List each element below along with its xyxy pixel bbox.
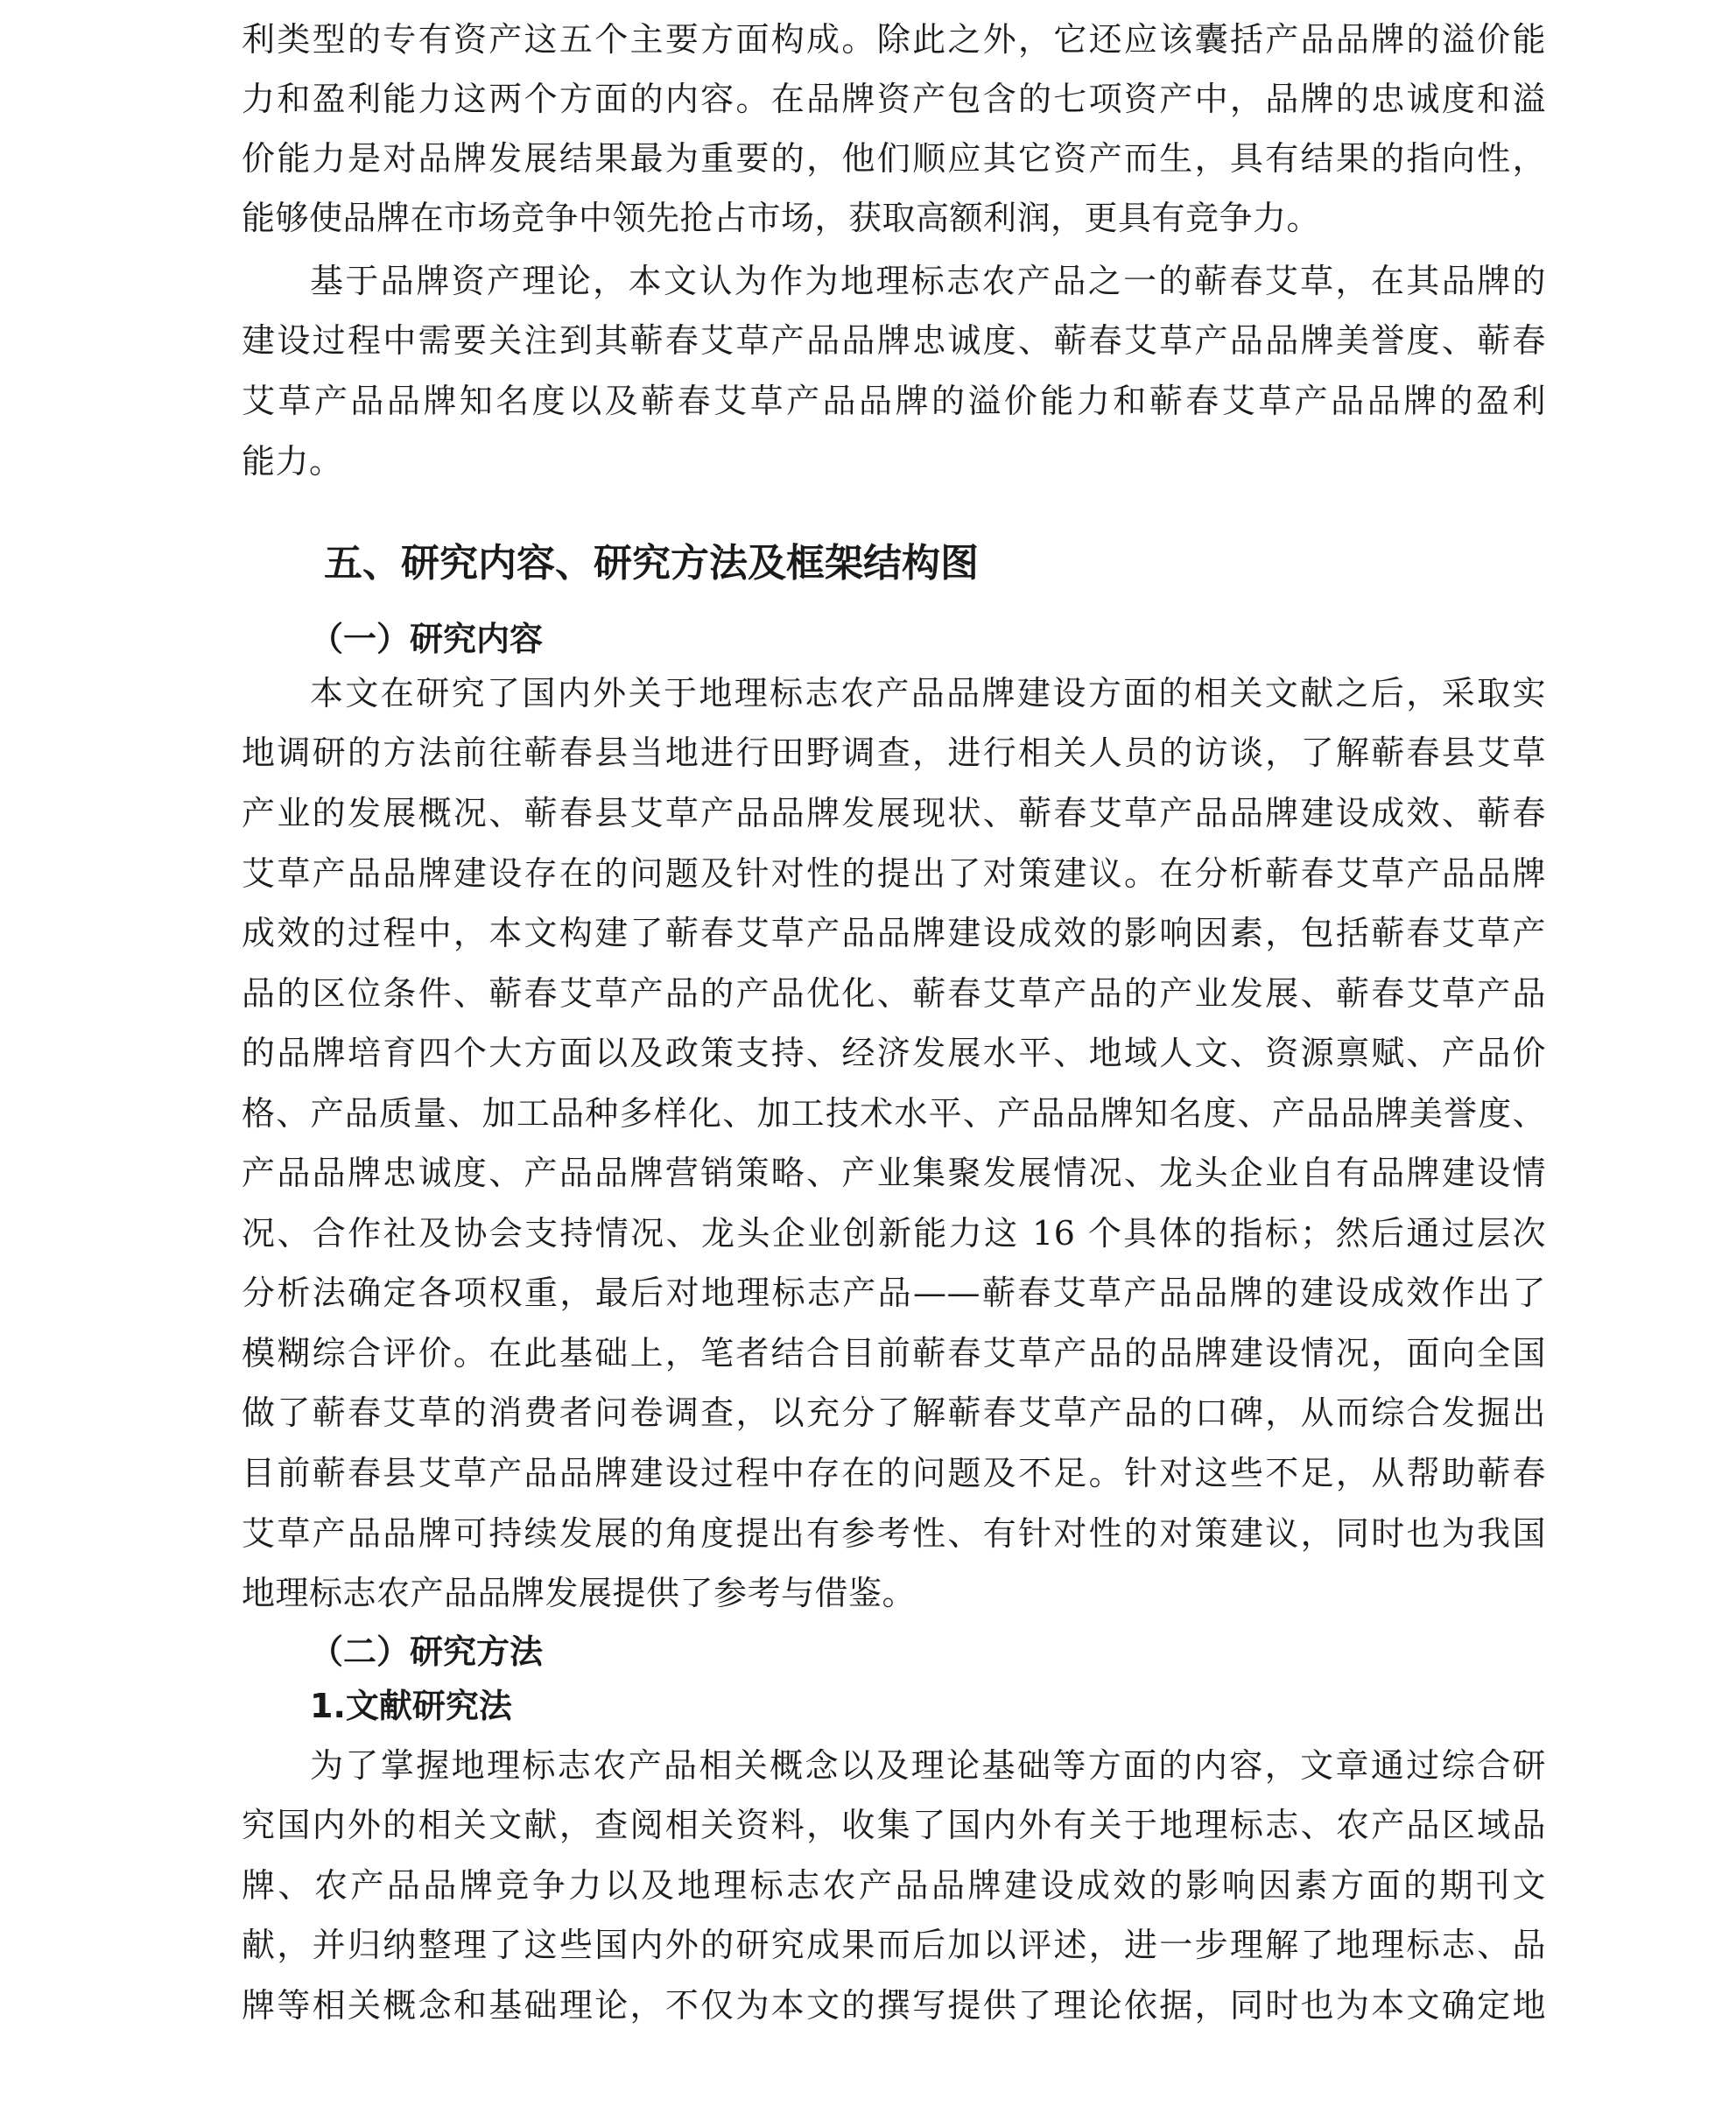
research-content-line-4: 艾草产品品牌建设存在的问题及针对性的提出了对策建议。在分析蕲春艾草产品品牌 <box>242 854 1546 893</box>
section-5-heading: 五、研究内容、研究方法及框架结构图 <box>324 541 979 586</box>
literature-method-line-1: 为了掌握地理标志农产品相关概念以及理论基础等方面的内容，文章通过综合研 <box>310 1746 1546 1785</box>
research-content-line-7: 的品牌培育四个大方面以及政策支持、经济发展水平、地域人文、资源禀赋、产品价 <box>242 1034 1546 1072</box>
research-content-line-8: 格、产品质量、加工品种多样化、加工技术水平、产品品牌知名度、产品品牌美誉度、 <box>242 1094 1546 1133</box>
subsection-research-content-heading: （一）研究内容 <box>310 620 544 658</box>
research-content-line-12: 模糊综合评价。在此基础上，笔者结合目前蕲春艾草产品的品牌建设情况，面向全国 <box>242 1334 1546 1372</box>
research-content-line-2: 地调研的方法前往蕲春县当地进行田野调查，进行相关人员的访谈，了解蕲春县艾草 <box>242 734 1546 772</box>
paragraph-1-line-4: 能够使品牌在市场竞争中领先抢占市场，获取高额利润，更具有竞争力。 <box>242 199 1321 237</box>
research-content-line-15: 艾草产品品牌可持续发展的角度提出有参考性、有针对性的对策建议，同时也为我国 <box>242 1514 1546 1553</box>
research-content-line-6: 品的区位条件、蕲春艾草产品的产品优化、蕲春艾草产品的产业发展、蕲春艾草产品 <box>242 974 1546 1013</box>
paragraph-1-line-3: 价能力是对品牌发展结果最为重要的，他们顺应其它资产而生，具有结果的指向性， <box>242 139 1546 178</box>
literature-method-line-4: 献，并归纳整理了这些国内外的研究成果而后加以评述，进一步理解了地理标志、品 <box>242 1926 1546 1964</box>
paragraph-2-line-3: 艾草产品品牌知名度以及蕲春艾草产品品牌的溢价能力和蕲春艾草产品品牌的盈利 <box>242 382 1546 420</box>
paragraph-1-line-1: 利类型的专有资产这五个主要方面构成。除此之外，它还应该囊括产品品牌的溢价能 <box>242 20 1546 59</box>
research-content-line-10: 况、合作社及协会支持情况、龙头企业创新能力这 16 个具体的指标；然后通过层次 <box>242 1214 1546 1253</box>
paragraph-1-line-2: 力和盈利能力这两个方面的内容。在品牌资产包含的七项资产中，品牌的忠诚度和溢 <box>242 80 1546 118</box>
literature-method-line-5: 牌等相关概念和基础理论，不仅为本文的撰写提供了理论依据，同时也为本文确定地 <box>242 1986 1546 2025</box>
research-content-line-14: 目前蕲春县艾草产品品牌建设过程中存在的问题及不足。针对这些不足，从帮助蕲春 <box>242 1454 1546 1492</box>
research-content-line-3: 产业的发展概况、蕲春县艾草产品品牌发展现状、蕲春艾草产品品牌建设成效、蕲春 <box>242 794 1546 832</box>
research-content-line-16: 地理标志农产品品牌发展提供了参考与借鉴。 <box>242 1574 917 1612</box>
literature-method-line-2: 究国内外的相关文献，查阅相关资料，收集了国内外有关于地理标志、农产品区域品 <box>242 1806 1546 1844</box>
research-content-line-9: 产品品牌忠诚度、产品品牌营销策略、产业集聚发展情况、龙头企业自有品牌建设情 <box>242 1154 1546 1192</box>
paragraph-2-line-2: 建设过程中需要关注到其蕲春艾草产品品牌忠诚度、蕲春艾草产品品牌美誉度、蕲春 <box>242 321 1546 360</box>
research-content-line-5: 成效的过程中，本文构建了蕲春艾草产品品牌建设成效的影响因素，包括蕲春艾草产 <box>242 914 1546 952</box>
research-content-line-11: 分析法确定各项权重，最后对地理标志产品——蕲春艾草产品品牌的建设成效作出了 <box>242 1274 1546 1312</box>
subsection-research-methods-heading: （二）研究方法 <box>310 1632 544 1671</box>
literature-method-line-3: 牌、农产品品牌竞争力以及地理标志农产品品牌建设成效的影响因素方面的期刊文 <box>242 1866 1546 1905</box>
paragraph-2-line-1: 基于品牌资产理论，本文认为作为地理标志农产品之一的蕲春艾草，在其品牌的 <box>310 262 1546 300</box>
method-literature-heading: 1.文献研究法 <box>310 1687 512 1725</box>
paragraph-2-line-4: 能力。 <box>242 442 343 481</box>
research-content-line-1: 本文在研究了国内外关于地理标志农产品品牌建设方面的相关文献之后，采取实 <box>310 674 1546 713</box>
research-content-line-13: 做了蕲春艾草的消费者问卷调查，以充分了解蕲春艾草产品的口碑，从而综合发掘出 <box>242 1393 1546 1432</box>
